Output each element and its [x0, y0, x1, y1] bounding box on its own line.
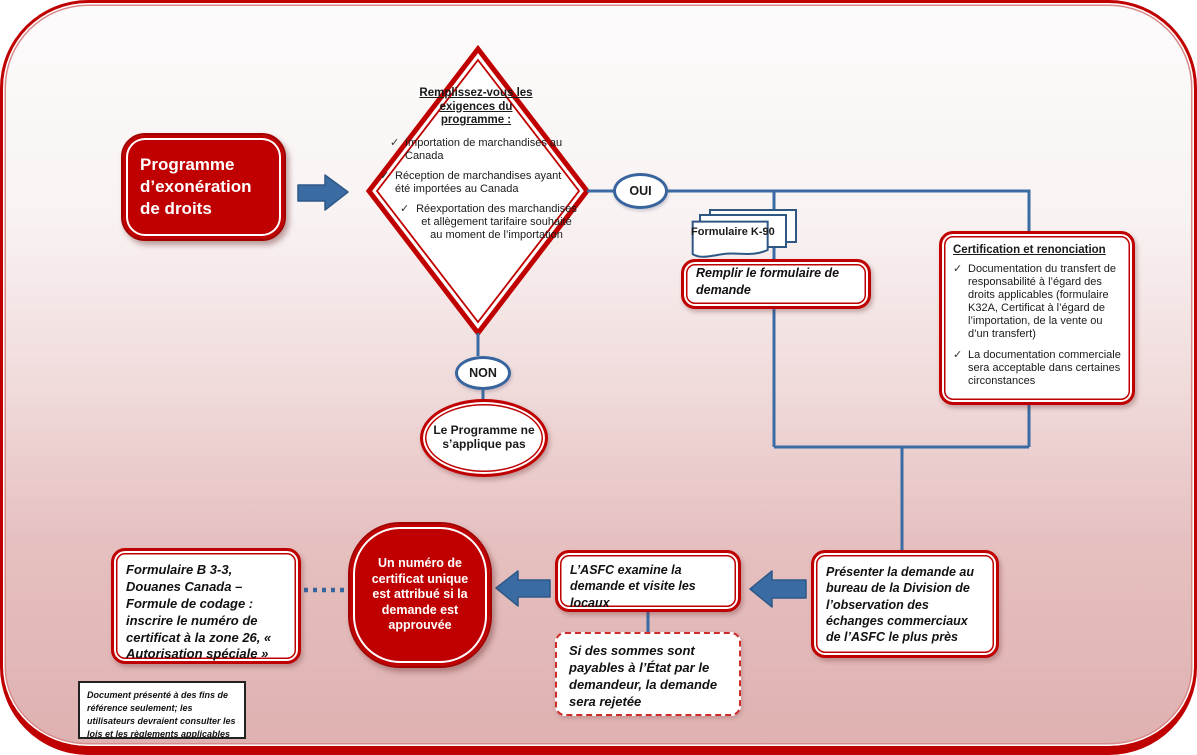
- certificate-number-label: Un numéro de certificat unique est attribué si la demande est approuvée: [371, 555, 469, 633]
- rejection-condition-label: Si des sommes sont payables à l’État par le demandeur, la demande sera rejetée: [569, 643, 718, 709]
- form-k90-document-stack: [683, 209, 805, 267]
- disclaimer-text: Document présenté à des fins de référence seulement; les utilisateurs devraient consulter les lois et les règlements applicables: [87, 690, 236, 740]
- form-b33-label: Formulaire B 3-3, Douanes Canada – Formule de codage : inscrire le numéro de certificat à la zone 26, « Autorisation spéciale »: [126, 562, 272, 662]
- decision-checklist-item: ✓ Réception de marchandises ayant été importées au Canada: [380, 169, 562, 195]
- arrow-review-to-certificate: [496, 571, 550, 606]
- decision-title: Remplissez-vous les exigences du programme :: [419, 87, 533, 127]
- arrow-start-to-diamond: [298, 175, 348, 210]
- check-icon: ✓: [953, 348, 963, 361]
- decision-diamond-content: [374, 87, 578, 248]
- start-node-duty-deferral-program: [121, 133, 286, 241]
- check-icon: ✓: [380, 169, 390, 182]
- check-icon: ✓: [390, 136, 400, 149]
- certification-checklist-item: ✓ Documentation du transfert de responsabilité à l’égard des droits applicables (formulaire K32A, Certificat à l’égard de l’importation, de la vente ou d’un transfert): [953, 263, 1116, 340]
- rejection-condition-node: [555, 632, 741, 716]
- disclaimer-note: [78, 681, 246, 739]
- decision-no-label: NON: [469, 366, 497, 380]
- decision-yes-oval: [613, 173, 668, 209]
- certification-title: Certification et renonciation: [953, 244, 1106, 256]
- certification-waiver-node: [939, 231, 1135, 405]
- submit-application-label: Présenter la demande au bureau de la Division de l’observation des échanges commerciaux de l’ASFC le plus près: [826, 565, 974, 644]
- check-icon: ✓: [400, 202, 410, 215]
- arrow-submit-to-review: [750, 571, 806, 607]
- decision-checklist-item: ✓ Réexportation des marchandises et allègement tarifaire souhaité au moment de l’importation: [400, 202, 577, 241]
- cbsa-review-node: [555, 550, 741, 612]
- start-node-label: Programme d’exonération de droits: [140, 155, 252, 218]
- certification-checklist-item: ✓ La documentation commerciale sera acceptable dans certaines circonstances: [953, 348, 1121, 387]
- form-k90-label: Formulaire K-90: [691, 226, 775, 238]
- fill-application-form-label: Remplir le formulaire de demande: [696, 266, 840, 297]
- submit-application-node: [811, 550, 999, 658]
- cbsa-review-label: L’ASFC examine la demande et visite les locaux: [570, 563, 696, 610]
- decision-no-oval: [455, 356, 511, 390]
- program-not-applicable-node: [420, 399, 548, 477]
- decision-checklist-item: ✓ Importation de marchandises au Canada: [390, 136, 563, 162]
- check-icon: ✓: [953, 263, 963, 275]
- program-not-applicable-label: Le Programme ne s’applique pas: [433, 423, 535, 451]
- form-b33-node: [111, 548, 301, 664]
- certificate-number-node: [348, 522, 492, 668]
- decision-yes-label: OUI: [629, 184, 652, 198]
